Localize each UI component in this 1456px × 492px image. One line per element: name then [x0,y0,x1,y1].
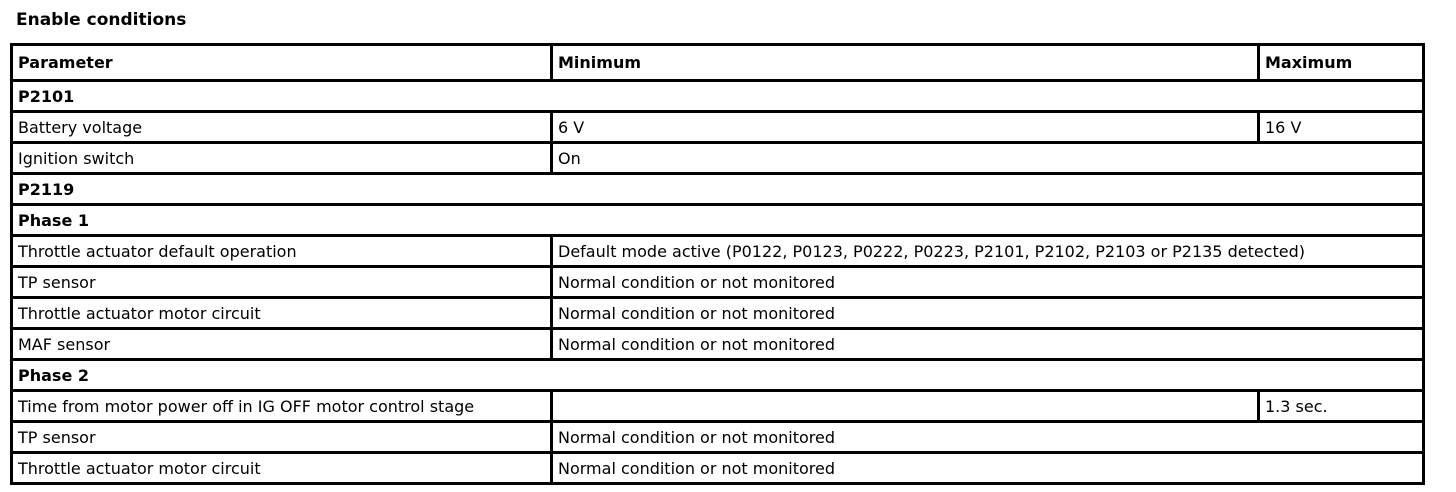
column-header-parameter: Parameter [12,45,552,81]
table-row [12,422,1424,453]
table-row [12,236,1424,267]
column-header-maximum: Maximum [1259,45,1424,81]
enable-conditions-table [10,43,1425,485]
table-row [12,112,1424,143]
parameter-cell: Throttle actuator motor circuit [12,298,552,329]
condition-value-cell: Default mode active (P0122, P0123, P0222, P0223, P2101, P2102, P2103 or P2135 detected) [552,236,1424,267]
section-row [12,205,1424,236]
table-row [12,143,1424,174]
parameter-cell: TP sensor [12,267,552,298]
section-label: P2101 [12,81,1424,112]
column-header-minimum: Minimum [552,45,1259,81]
page-title: Enable conditions [16,10,187,30]
parameter-cell: Throttle actuator motor circuit [12,453,552,484]
condition-value-cell: Normal condition or not monitored [552,453,1424,484]
parameter-cell: TP sensor [12,422,552,453]
minimum-cell: 6 V [552,112,1259,143]
table-row [12,267,1424,298]
section-label: P2119 [12,174,1424,205]
table-row [12,453,1424,484]
section-label: Phase 1 [12,205,1424,236]
parameter-cell: MAF sensor [12,329,552,360]
minimum-cell [552,391,1259,422]
maximum-cell: 1.3 sec. [1259,391,1424,422]
condition-value-cell: Normal condition or not monitored [552,422,1424,453]
table-header-row [12,45,1424,81]
section-row [12,81,1424,112]
condition-value-cell: Normal condition or not monitored [552,298,1424,329]
maximum-cell: 16 V [1259,112,1424,143]
parameter-cell: Time from motor power off in IG OFF motor control stage [12,391,552,422]
condition-value-cell: Normal condition or not monitored [552,267,1424,298]
parameter-cell: Battery voltage [12,112,552,143]
parameter-cell: Ignition switch [12,143,552,174]
section-row [12,360,1424,391]
section-row [12,174,1424,205]
table-body [12,81,1424,484]
table-row [12,391,1424,422]
table-row [12,329,1424,360]
parameter-cell: Throttle actuator default operation [12,236,552,267]
condition-value-cell: Normal condition or not monitored [552,329,1424,360]
section-label: Phase 2 [12,360,1424,391]
table-row [12,298,1424,329]
condition-value-cell: On [552,143,1424,174]
